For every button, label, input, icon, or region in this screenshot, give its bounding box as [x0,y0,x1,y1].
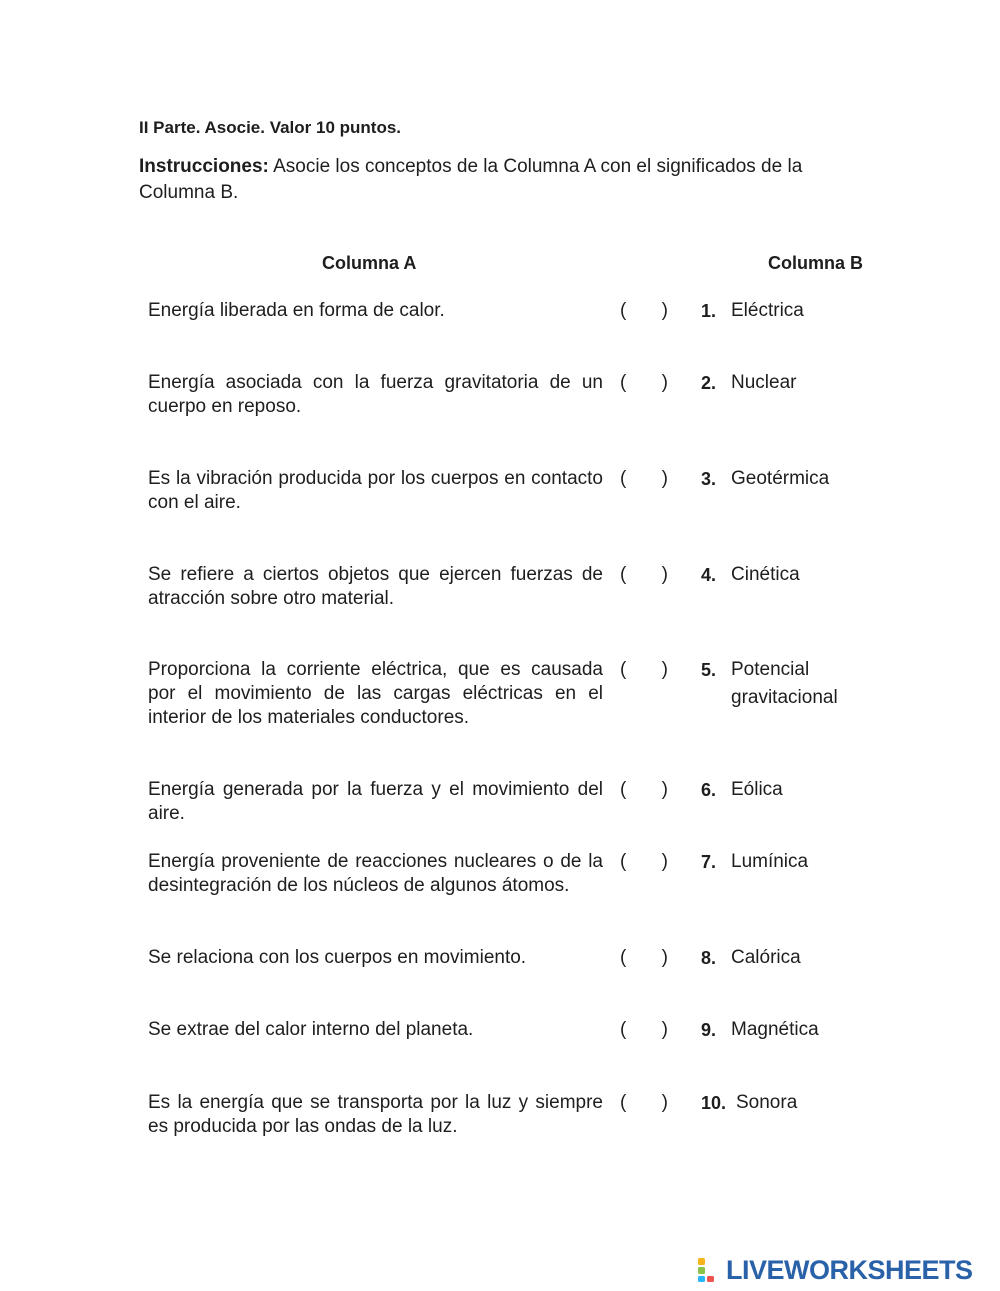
brand-name: LIVEWORKSHEETS [726,1254,973,1285]
instructions-text: Asocie los conceptos de la Columna A con el significados de la Columna B. [139,156,803,203]
option-label: Eólica [731,779,783,800]
definition-text: Energía liberada en forma de calor. [148,300,445,321]
definition-text: Se refiere a ciertos objetos que ejercen fuerzas de atracción sobre otro material. [148,564,603,609]
liveworksheets-logo-icon [697,1257,723,1283]
option-number: 10. [701,1093,727,1113]
option-label: Nuclear [731,372,797,393]
definition-text: Proporciona la corriente eléctrica, que es causada por el movimiento de las cargas eléctricas en el interior de los materiales conductores. [148,659,603,728]
option-label: Calórica [731,947,801,968]
option-label: Potencial gravitacional [731,659,838,708]
option-label: Sonora [736,1092,798,1113]
answer-slot-8[interactable]: ( ) [620,947,668,968]
option-label: Cinética [731,564,800,585]
answer-slot-1[interactable]: ( ) [620,300,668,321]
option-number: 5. [701,660,717,680]
option-label: Lumínica [731,851,809,872]
option-number: 2. [701,373,717,393]
section-title: II Parte. Asocie. Valor 10 puntos. [139,118,402,137]
definition-text: Energía generada por la fuerza y el movimiento del aire. [148,779,603,824]
definition-text: Se extrae del calor interno del planeta. [148,1019,474,1040]
answer-slot-4[interactable]: ( ) [620,564,668,585]
option-label: Magnética [731,1019,819,1040]
option-number: 6. [701,780,717,800]
instructions-label: Instrucciones: [139,156,269,177]
option-number: 3. [701,469,717,489]
option-label: Geotérmica [731,468,830,489]
option-number: 9. [701,1020,717,1040]
definition-text: Es la vibración producida por los cuerpos en contacto con el aire. [148,468,603,513]
column-b-header: Columna B [768,253,864,273]
liveworksheets-logo [697,1255,973,1285]
answer-slot-9[interactable]: ( ) [620,1019,668,1040]
answer-slot-6[interactable]: ( ) [620,779,668,800]
definition-text: Es la energía que se transporta por la luz y siempre es producida por las ondas de la luz. [148,1092,603,1137]
definition-text: Energía asociada con la fuerza gravitatoria de un cuerpo en reposo. [148,372,603,417]
answer-slot-10[interactable]: ( ) [620,1092,668,1113]
instructions [139,154,869,206]
option-number: 7. [701,852,717,872]
answer-slot-5[interactable]: ( ) [620,659,668,680]
definition-text: Energía proveniente de reacciones nucleares o de la desintegración de los núcleos de algunos átomos. [148,851,603,896]
option-label: Eléctrica [731,300,804,321]
column-a-header: Columna A [322,253,417,273]
answer-slot-7[interactable]: ( ) [620,851,668,872]
option-number: 1. [701,301,717,321]
answer-slot-2[interactable]: ( ) [620,372,668,393]
answer-slot-3[interactable]: ( ) [620,468,668,489]
definition-text: Se relaciona con los cuerpos en movimiento. [148,947,527,968]
option-number: 8. [701,948,717,968]
option-number: 4. [701,565,717,585]
